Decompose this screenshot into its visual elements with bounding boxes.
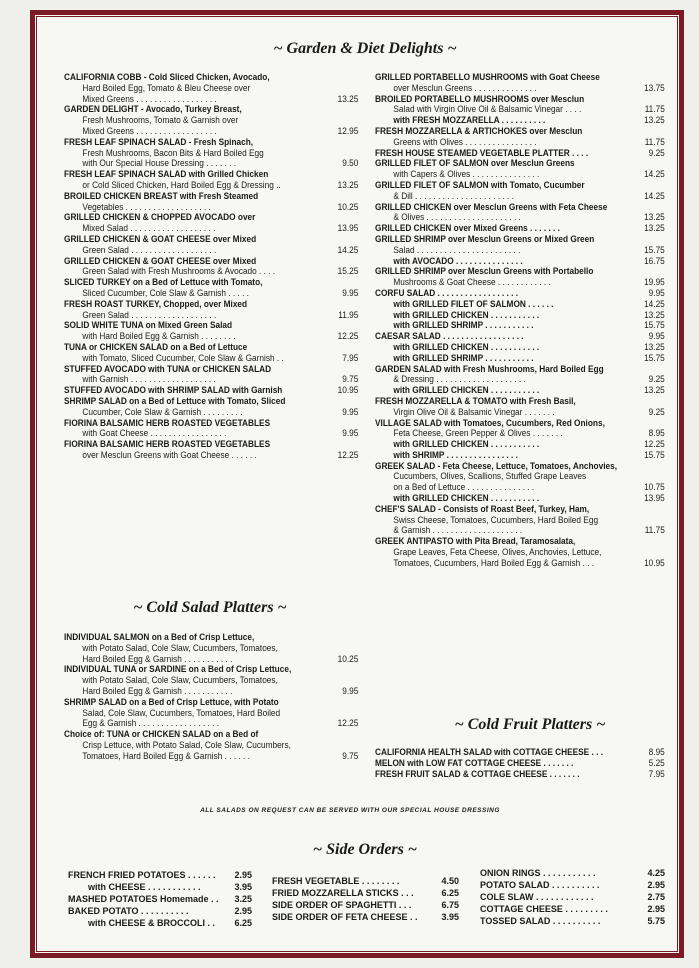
side-order-price: 2.95 [647, 904, 665, 914]
side-order-row [68, 893, 252, 905]
menu-item [64, 104, 358, 136]
side-order-name: POTATO SALAD . . . . . . . . . . [480, 880, 600, 890]
menu-item-description: with Potato Salad, Cole Slaw, Cucumbers, Tomatoes, [82, 642, 278, 653]
menu-item-price: 12.25 [337, 718, 359, 729]
menu-item-price: 15.75 [644, 449, 665, 460]
side-order-row [480, 867, 665, 879]
menu-item-description: Tomatoes, Cucumbers, Hard Boiled Egg & Garnish . . . [393, 557, 595, 568]
menu-item-name: CHEF'S SALAD - Consists of Roast Beef, Turkey, Ham, [375, 503, 590, 514]
menu-item-price: 11.95 [338, 309, 359, 320]
menu-item-description: & Olives . . . . . . . . . . . . . . . . . . . . . [393, 212, 521, 223]
menu-item-description: Mixed Greens . . . . . . . . . . . . . . . . . . [82, 93, 217, 104]
side-order-price: 2.75 [647, 892, 665, 902]
menu-item-description: with Hard Boiled Egg & Garnish . . . . . . . . [82, 331, 236, 342]
menu-item-description: Feta Cheese, Green Pepper & Olives . . . . . . . [393, 428, 563, 439]
menu-item [64, 234, 358, 256]
menu-item-price: 5.25 [648, 757, 665, 768]
menu-item [64, 385, 358, 396]
side-order-row [68, 869, 252, 881]
side-order-price: 2.95 [234, 906, 252, 916]
menu-item-name: INDIVIDUAL TUNA or SARDINE on a Bed of Crisp Lettuce, [64, 664, 292, 675]
menu-item-price: 11.75 [644, 525, 665, 536]
side-order-name: ONION RINGS . . . . . . . . . . . [480, 868, 596, 878]
menu-item [375, 364, 665, 386]
menu-item [64, 320, 358, 342]
menu-item [375, 234, 665, 256]
menu-item-price: 16.75 [644, 255, 665, 266]
side-order-price: 6.25 [441, 888, 459, 898]
side-order-price: 5.75 [647, 916, 665, 926]
menu-item-description: Egg & Garnish . . . . . . . . . . . . . . . . . . [82, 718, 220, 729]
side-order-price: 6.75 [441, 900, 459, 910]
menu-item-description: Fresh Mushrooms, Bacon Bits & Hard Boiled Egg [82, 147, 264, 158]
menu-item-price: 13.95 [644, 493, 665, 504]
menu-item-price: 12.95 [337, 125, 359, 136]
menu-item-price: 13.95 [337, 223, 359, 234]
menu-item-description: over Mesclun Greens . . . . . . . . . . . . . . [393, 82, 537, 93]
menu-item [64, 418, 358, 440]
menu-item [64, 439, 358, 461]
menu-item-name: SOLID WHITE TUNA on Mixed Green Salad [64, 320, 233, 331]
menu-item-name: GRILLED SHRIMP over Mesclun Greens with Portabello [375, 266, 594, 277]
menu-item-name: FIORINA BALSAMIC HERB ROASTED VEGETABLES [64, 439, 271, 450]
menu-item-price: 9.75 [342, 750, 359, 761]
menu-item [375, 115, 665, 126]
cold-fruit-column [375, 747, 665, 779]
menu-item-description: & Dressing . . . . . . . . . . . . . . . . . . . . [393, 374, 526, 385]
menu-item-description: Hard Boiled Egg & Garnish . . . . . . . . . . . [82, 653, 233, 664]
menu-item-description: Green Salad . . . . . . . . . . . . . . . . . . . [82, 244, 217, 255]
menu-item-name: TUNA or CHICKEN SALAD on a Bed of Lettuce [64, 341, 248, 352]
menu-item-name: GRILLED CHICKEN & CHOPPED AVOCADO over [64, 212, 256, 223]
side-order-row [272, 887, 459, 899]
menu-item [375, 493, 665, 504]
menu-item-description: Tomatoes, Hard Boiled Egg & Garnish . . . . . . [82, 750, 250, 761]
menu-item-name: with GRILLED FILET OF SALMON . . . . . . [393, 298, 554, 309]
menu-item [375, 747, 665, 758]
menu-item-price: 13.25 [644, 212, 665, 223]
menu-item-description: Green Salad . . . . . . . . . . . . . . . . . . . [82, 309, 217, 320]
menu-item [375, 72, 665, 94]
menu-item-price: 8.95 [648, 747, 665, 757]
menu-item-name: GRILLED FILET OF SALMON with Tomato, Cucumber [375, 179, 585, 190]
side-orders-col2 [272, 875, 459, 923]
menu-item-description: with Potato Salad, Cole Slaw, Cucumbers, Tomatoes, [82, 675, 278, 686]
menu-item-name: with GRILLED CHICKEN . . . . . . . . . . . [393, 309, 540, 320]
menu-item-name: SHRIMP SALAD on a Bed of Lettuce with Tomato, Sliced [64, 395, 286, 406]
side-order-price: 4.25 [647, 868, 665, 878]
menu-item-description: Mixed Salad . . . . . . . . . . . . . . . . . . . [82, 223, 216, 234]
menu-item-price: 11.75 [644, 104, 665, 115]
menu-item-name: VILLAGE SALAD with Tomatoes, Cucumbers, Red Onions, [375, 417, 605, 428]
side-order-row [480, 903, 665, 915]
menu-item-description: over Mesclun Greens with Goat Cheese . . . . . . [82, 449, 257, 460]
menu-item-name: FRESH LEAF SPINACH SALAD with Grilled Chicken [64, 169, 269, 180]
menu-item [64, 729, 358, 761]
menu-item-description: Salad, Cole Slaw, Cucumbers, Tomatoes, Hard Boiled [82, 707, 281, 718]
menu-item-name: SLICED TURKEY on a Bed of Lettuce with Tomato, [64, 277, 263, 288]
menu-item-name: with SHRIMP . . . . . . . . . . . . . . . . [393, 449, 518, 460]
side-order-name: FRENCH FRIED POTATOES . . . . . . [68, 870, 216, 880]
menu-item-price: 10.95 [337, 385, 359, 396]
menu-item-name: FRESH ROAST TURKEY, Chopped, over Mixed [64, 298, 248, 309]
side-order-row [272, 899, 459, 911]
menu-item-price: 10.75 [644, 482, 665, 493]
menu-item-price: 9.95 [648, 331, 665, 342]
menu-item-price: 15.75 [644, 352, 665, 363]
menu-item [64, 256, 358, 278]
menu-item [64, 342, 358, 364]
side-order-name: with CHEESE & BROCCOLI . . [88, 918, 216, 928]
menu-item-name: GRILLED CHICKEN over Mixed Greens . . . . . . . [375, 223, 560, 234]
menu-item [375, 353, 665, 364]
menu-item-price: 7.95 [342, 352, 359, 363]
side-order-name: COLE SLAW . . . . . . . . . . . . [480, 892, 594, 902]
menu-item-name: FRESH MOZZARELLA & ARTICHOKES over Mesclun [375, 125, 583, 136]
menu-item-name: SHRIMP SALAD on a Bed of Crisp Lettuce, with Potato [64, 696, 279, 707]
side-order-price: 6.25 [234, 918, 252, 928]
menu-item-name: with GRILLED SHRIMP . . . . . . . . . . . [393, 352, 534, 363]
menu-item-name: BROILED CHICKEN BREAST with Fresh Steamed [64, 190, 259, 201]
menu-item-price: 13.25 [644, 223, 665, 234]
side-order-price: 3.95 [441, 912, 459, 922]
menu-item [375, 331, 665, 342]
menu-item-name: MELON with LOW FAT COTTAGE CHEESE . . . . . . . [375, 757, 574, 768]
menu-item-description: or Cold Sliced Chicken, Hard Boiled Egg & Dressing .. [82, 179, 281, 190]
section-title-cold-fruit: ~ Cold Fruit Platters ~ [454, 716, 606, 733]
menu-item-name: FRESH LEAF SPINACH SALAD - Fresh Spinach, [64, 136, 254, 147]
menu-item-description: Greens with Olives . . . . . . . . . . . . . . . . [393, 136, 537, 147]
menu-item-price: 13.75 [644, 82, 665, 93]
menu-item-name: GRILLED FILET OF SALMON over Mesclun Greens [375, 158, 575, 169]
side-order-price: 2.95 [647, 880, 665, 890]
menu-item-price: 9.75 [342, 374, 359, 385]
menu-item [64, 632, 358, 664]
side-orders-col3 [480, 867, 665, 927]
section-title-garden: ~ Garden & Diet Delights ~ [273, 40, 457, 57]
menu-item-price: 9.95 [648, 287, 665, 298]
menu-item-name: STUFFED AVOCADO with TUNA or CHICKEN SALAD [64, 363, 272, 374]
menu-item-description: Hard Boiled Egg, Tomato & Bleu Cheese over [82, 82, 251, 93]
menu-item [375, 769, 665, 780]
menu-item-name: STUFFED AVOCADO with SHRIMP SALAD with Garnish [64, 385, 283, 396]
side-order-row [480, 879, 665, 891]
side-order-name: with CHEESE . . . . . . . . . . . [88, 882, 201, 892]
menu-item-name: GRILLED SHRIMP over Mesclun Greens or Mixed Green [375, 233, 595, 244]
side-order-row [480, 891, 665, 903]
menu-item [375, 158, 665, 180]
menu-item-price: 10.25 [337, 201, 359, 212]
menu-item-price: 13.25 [644, 341, 665, 352]
section-title-side-orders: ~ Side Orders ~ [312, 841, 417, 858]
menu-item-name: INDIVIDUAL SALMON on a Bed of Crisp Lettuce, [64, 632, 255, 642]
menu-item [375, 126, 665, 148]
menu-item-name: Choice of: TUNA or CHICKEN SALAD on a Bed of [64, 729, 259, 740]
menu-item-name: with AVOCADO . . . . . . . . . . . . . . . [393, 255, 523, 266]
menu-item-name: GREEK SALAD - Feta Cheese, Lettuce, Tomatoes, Anchovies, [375, 460, 618, 471]
menu-item-description: Mixed Greens . . . . . . . . . . . . . . . . . . [82, 125, 217, 136]
menu-item [375, 180, 665, 202]
menu-item [375, 418, 665, 440]
menu-item [375, 758, 665, 769]
menu-item-price: 9.25 [648, 374, 665, 385]
side-orders-col1 [68, 869, 252, 929]
menu-item-name: CALIFORNIA COBB - Cold Sliced Chicken, Avocado, [64, 72, 270, 82]
side-order-price: 2.95 [234, 870, 252, 880]
menu-item-price: 9.95 [342, 685, 359, 696]
menu-item-name: with GRILLED SHRIMP . . . . . . . . . . . [393, 320, 534, 331]
menu-item-description: Mushrooms & Goat Cheese . . . . . . . . . . . . [393, 277, 551, 288]
menu-item-description: Grape Leaves, Feta Cheese, Olives, Anchovies, Lettuce, [393, 547, 602, 558]
menu-item-name: with FRESH MOZZARELLA . . . . . . . . . . [393, 115, 546, 126]
side-order-row [68, 917, 252, 929]
menu-item-description: on a Bed of Lettuce . . . . . . . . . . . . . . . [393, 482, 535, 493]
menu-item-description: with Goat Cheese . . . . . . . . . . . . . . . . . [82, 428, 227, 439]
menu-item-price: 12.25 [644, 439, 665, 450]
menu-item [64, 396, 358, 418]
menu-item-name: GRILLED CHICKEN & GOAT CHEESE over Mixed [64, 233, 257, 244]
menu-item-price: 14.25 [644, 169, 665, 180]
menu-item-description: with Tomato, Sliced Cucumber, Cole Slaw & Garnish . . [82, 352, 284, 363]
menu-item-name: with GRILLED CHICKEN . . . . . . . . . . . [393, 341, 540, 352]
menu-item [375, 320, 665, 331]
menu-item-description: & Garnish . . . . . . . . . . . . . . . . . . . . [393, 525, 523, 536]
menu-item-name: FIORINA BALSAMIC HERB ROASTED VEGETABLES [64, 417, 271, 428]
section-title-cold-salad: ~ Cold Salad Platters ~ [133, 599, 287, 616]
menu-item [375, 256, 665, 267]
menu-item-price: 15.75 [644, 244, 665, 255]
menu-item [64, 137, 358, 169]
menu-item [375, 461, 665, 493]
side-order-row [272, 875, 459, 887]
side-order-name: TOSSED SALAD . . . . . . . . . . [480, 916, 601, 926]
side-order-row [68, 905, 252, 917]
menu-item [64, 697, 358, 729]
menu-item [64, 364, 358, 386]
menu-item [64, 72, 358, 104]
menu-item-price: 13.25 [644, 309, 665, 320]
side-order-name: FRIED MOZZARELLA STICKS . . . [272, 888, 414, 898]
menu-item-description: Cucumbers, Olives, Scallions, Stuffed Grape Leaves [393, 471, 587, 482]
menu-item [64, 191, 358, 213]
menu-item-price: 12.25 [337, 331, 359, 342]
menu-item-name: with GRILLED CHICKEN . . . . . . . . . . . [393, 493, 540, 504]
menu-item-price: 13.25 [644, 385, 665, 396]
menu-item-price: 13.25 [644, 115, 665, 126]
side-order-name: SIDE ORDER OF SPAGHETTI . . . [272, 900, 412, 910]
menu-item-name: GARDEN SALAD with Fresh Mushrooms, Hard Boiled Egg [375, 363, 604, 374]
menu-item [375, 202, 665, 224]
menu-item-name: BROILED PORTABELLO MUSHROOMS over Mesclun [375, 93, 585, 104]
menu-item-name: CAESAR SALAD . . . . . . . . . . . . . . . . . . [375, 331, 524, 342]
side-order-row [272, 911, 459, 923]
menu-item-price: 13.25 [337, 179, 359, 190]
menu-item-name: FRESH HOUSE STEAMED VEGETABLE PLATTER . . . . [375, 147, 589, 158]
menu-item [375, 504, 665, 536]
menu-item [375, 299, 665, 310]
garden-right-column [375, 72, 665, 569]
menu-item-description: with Capers & Olives . . . . . . . . . . . . . . . [393, 169, 540, 180]
menu-item-price: 9.50 [342, 158, 359, 169]
side-order-name: SIDE ORDER OF FETA CHEESE . . [272, 912, 418, 922]
menu-item [375, 396, 665, 418]
menu-item-name: GRILLED CHICKEN & GOAT CHEESE over Mixed [64, 255, 257, 266]
menu-item-price: 15.25 [337, 266, 359, 277]
menu-item-description: Crisp Lettuce, with Potato Salad, Cole Slaw, Cucumbers, [82, 739, 291, 750]
menu-item-description: Sliced Cucumber, Cole Slaw & Garnish . . . . . [82, 287, 249, 298]
menu-item [64, 212, 358, 234]
menu-item [375, 385, 665, 396]
menu-item-price: 12.25 [337, 449, 359, 460]
menu-item-name: with GRILLED CHICKEN . . . . . . . . . . . [393, 385, 540, 396]
side-order-name: BAKED POTATO . . . . . . . . . . [68, 906, 189, 916]
side-order-name: FRESH VEGETABLE . . . . . . . . [272, 876, 400, 886]
menu-item [375, 266, 665, 288]
menu-item [375, 536, 665, 568]
menu-item [64, 299, 358, 321]
menu-item-name: GRILLED PORTABELLO MUSHROOMS with Goat Cheese [375, 72, 600, 82]
side-order-price: 4.50 [441, 876, 459, 886]
menu-item [375, 450, 665, 461]
menu-item-description: Virgin Olive Oil & Balsamic Vinegar . . . . . . . [393, 406, 555, 417]
menu-item [375, 223, 665, 234]
menu-item-description: Salad with Virgin Olive Oil & Balsamic Vinegar . . . . [393, 104, 582, 115]
menu-item-description: Salad . . . . . . . . . . . . . . . . . . . . . . . [393, 244, 521, 255]
menu-item-price: 10.25 [337, 653, 359, 664]
menu-item-price: 8.95 [648, 428, 665, 439]
menu-item [375, 342, 665, 353]
menu-item [375, 94, 665, 116]
side-order-row [480, 915, 665, 927]
menu-item-name: FRESH MOZZARELLA & TOMATO with Fresh Basil, [375, 395, 576, 406]
menu-item-name: GREEK ANTIPASTO with Pita Bread, Taramosalata, [375, 536, 576, 547]
side-order-name: MASHED POTATOES Homemade . . [68, 894, 219, 904]
menu-item-price: 14.25 [644, 190, 665, 201]
menu-item-price: 14.25 [337, 244, 359, 255]
menu-item [64, 277, 358, 299]
garden-left-column [64, 72, 358, 461]
menu-item [375, 310, 665, 321]
menu-item-description: Cucumber, Cole Slaw & Garnish . . . . . . . . . [82, 406, 243, 417]
menu-item [375, 288, 665, 299]
menu-item-name: CALIFORNIA HEALTH SALAD with COTTAGE CHEESE . . . [375, 747, 604, 757]
menu-item-price: 9.95 [342, 428, 359, 439]
menu-item-price: 9.95 [342, 287, 359, 298]
side-order-price: 3.95 [234, 882, 252, 892]
menu-item-description: Hard Boiled Egg & Garnish . . . . . . . . . . . [82, 685, 233, 696]
side-order-row [68, 881, 252, 893]
menu-item-price: 11.75 [644, 136, 665, 147]
menu-item-description: Vegetables . . . . . . . . . . . . . . . . . . . [82, 201, 211, 212]
menu-item-description: with Garnish . . . . . . . . . . . . . . . . . . . [82, 374, 216, 385]
menu-item-name: CORFU SALAD . . . . . . . . . . . . . . . . . . [375, 287, 519, 298]
menu-item-price: 9.95 [342, 406, 359, 417]
menu-item-description: Green Salad with Fresh Mushrooms & Avocado . . . . [82, 266, 276, 277]
menu-item [64, 664, 358, 696]
menu-item-price: 14.25 [644, 298, 665, 309]
menu-item-description: Fresh Mushrooms, Tomato & Garnish over [82, 115, 239, 126]
menu-item [375, 439, 665, 450]
menu-item-description: & Dill . . . . . . . . . . . . . . . . . . . . . . [393, 190, 514, 201]
menu-item-name: GARDEN DELIGHT - Avocado, Turkey Breast, [64, 104, 242, 115]
cold-salad-column [64, 632, 358, 762]
menu-item [64, 169, 358, 191]
menu-item-price: 19.95 [644, 277, 665, 288]
menu-item-name: FRESH FRUIT SALAD & COTTAGE CHEESE . . . . . . . [375, 768, 580, 779]
menu-item-price: 15.75 [644, 320, 665, 331]
menu-item-price: 9.25 [648, 147, 665, 158]
menu-item-price: 13.25 [337, 93, 359, 104]
side-order-price: 3.25 [234, 894, 252, 904]
menu-item-description: Swiss Cheese, Tomatoes, Cucumbers, Hard Boiled Egg [393, 514, 599, 525]
menu-item-name: with GRILLED CHICKEN . . . . . . . . . . . [393, 439, 540, 450]
menu-item-price: 9.25 [648, 406, 665, 417]
menu-item-description: with Our Special House Dressing . . . . . . . [82, 158, 237, 169]
side-order-name: COTTAGE CHEESE . . . . . . . . . [480, 904, 608, 914]
menu-item [375, 148, 665, 159]
menu-item-price: 10.95 [644, 557, 665, 568]
menu-item-price: 7.95 [648, 768, 665, 779]
dressing-note: ALL SALADS ON REQUEST CAN BE SERVED WITH OUR SPECIAL HOUSE DRESSING [200, 807, 500, 814]
menu-item-name: GRILLED CHICKEN over Mesclun Greens with Feta Cheese [375, 201, 608, 212]
